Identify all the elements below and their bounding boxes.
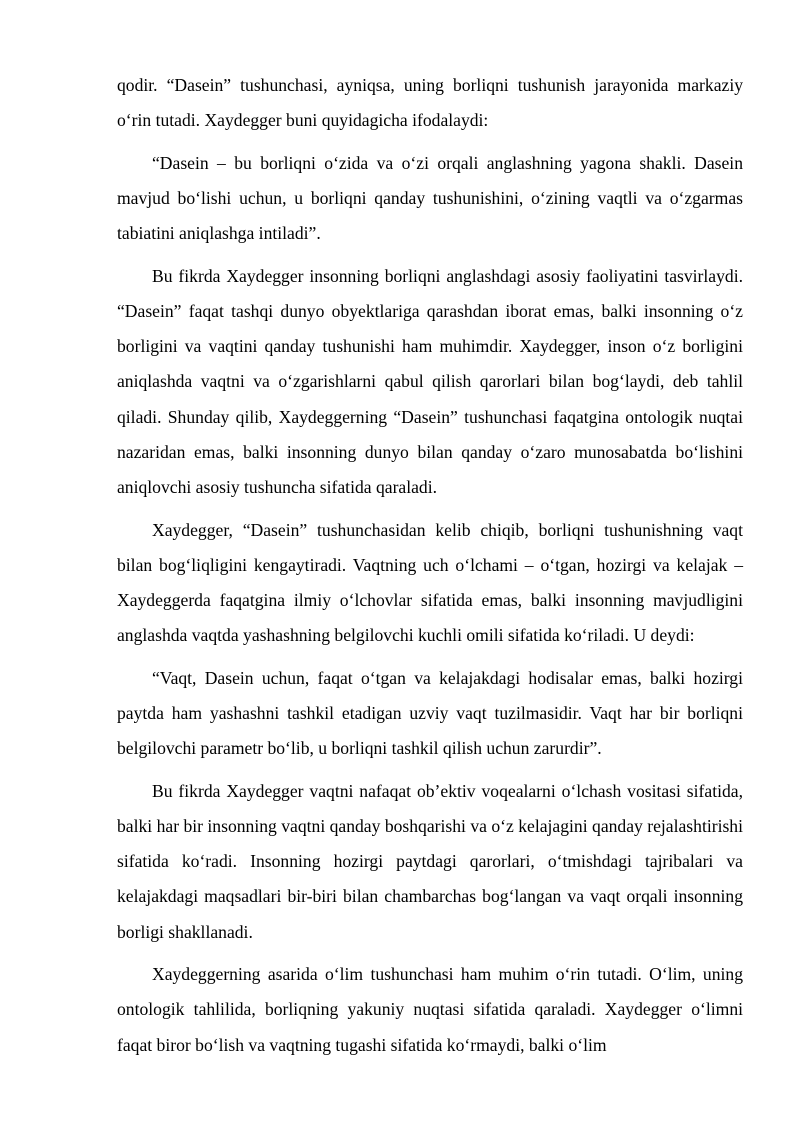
paragraph-3: Bu fikrda Xaydegger insonning borliqni anglashdagi asosiy faoliyatini tasvirlaydi. “Dasein” faqat tashqi dunyo obyektlariga qarashdan iborat emas, balki insonning o‘z borligini va vaqtini qanday tushunishi ham muhimdir. Xaydegger, inson o‘z borligini aniqlashda vaqtni va o‘zgarishlarni qabul qilish qarorlari bilan bog‘laydi, deb tahlil qiladi. Shunday qilib, Xaydeggerning “Dasein” tushunchasi faqatgina ontologik nuqtai nazaridan emas, balki insonning dunyo bilan qanday o‘zaro munosabatda bo‘lishini aniqlovchi asosiy tushuncha sifatida qaraladi.: [117, 265, 743, 498]
document-body: [117, 68, 743, 1063]
paragraph-1: qodir. “Dasein” tushunchasi, ayniqsa, uning borliqni tushunish jarayonida markaziy o‘rin tutadi. Xaydegger buni quyidagicha ifodalaydi:: [117, 75, 743, 131]
paragraph-7: Xaydeggerning asarida o‘lim tushunchasi ham muhim o‘rin tutadi. O‘lim, uning ontologik tahlilida, borliqning yakuniy nuqtasi sifatida qaraladi. Xaydegger o‘limni faqat biror bo‘lish va vaqtning tugashi sifatida ko‘rmaydi, balki o‘lim: [117, 964, 743, 1055]
paragraph-5-quote: “Vaqt, Dasein uchun, faqat o‘tgan va kelajakdagi hodisalar emas, balki hozirgi paytda ham yashashni tashkil etadigan uzviy vaqt tuzilmasidir. Vaqt har bir borliqni belgilovchi parametr bo‘lib, u borliqni tashkil qilish uchun zarurdir”.: [117, 667, 743, 759]
paragraph-6: Bu fikrda Xaydegger vaqtni nafaqat ob’ektiv voqealarni o‘lchash vositasi sifatida, balki har bir insonning vaqtni qanday boshqarishi va o‘z kelajagini qanday rejalashtirishi sifatida ko‘radi. Insonning hozirgi paytdagi qarorlari, o‘tmishdagi tajribalari va kelajakdagi maqsadlari bir-biri bilan chambarchas bog‘langan va vaqt orqali insonning borligi shakllanadi.: [117, 780, 743, 942]
paragraph-2-quote: “Dasein – bu borliqni o‘zida va o‘zi orqali anglashning yagona shakli. Dasein mavjud bo‘lishi uchun, u borliqni qanday tushunishini, o‘zining vaqtli va o‘zgarmas tabiatini aniqlashga intiladi”.: [117, 152, 743, 244]
paragraph-4: Xaydegger, “Dasein” tushunchasidan kelib chiqib, borliqni tushunishning vaqt bilan bog‘liqligini kengaytiradi. Vaqtning uch o‘lchami – o‘tgan, hozirgi va kelajak – Xaydeggerda faqatgina ilmiy o‘lchovlar sifatida emas, balki insonning mavjudligini anglashda vaqtda yashashning belgilovchi kuchli omili sifatida ko‘riladi. U deydi:: [117, 519, 743, 646]
